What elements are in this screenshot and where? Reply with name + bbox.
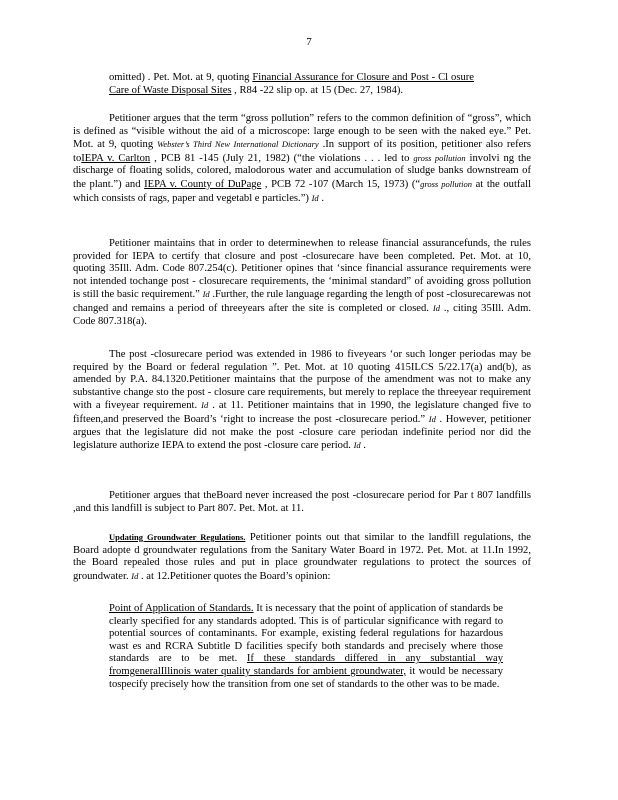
case-citation: Financial Assurance for Closure and Post - Cl osure Care of Waste Disposal Sites — [109, 72, 474, 96]
text: . — [360, 440, 366, 452]
emphasis: gross pollution — [413, 152, 466, 163]
paragraph-gross-pollution — [73, 113, 531, 205]
id-citation: Id — [201, 400, 209, 411]
text: Petitioner argues that the term “gross pollution” refers to the common definition of “gross”, which is defined as “visible without the aid of a microscope: large enough to be seen with the naked eye.” Pet. Mot. at 9, quoting — [73, 113, 531, 151]
text: . However, petitioner argues that the legislature did not make the post -closure care periodan indefinite period nor did the legislature authorize IEPA to extend the post -closure care period. — [73, 413, 531, 452]
text: at the outfall which consists of rags, paper and vegetabl e particles.”) — [73, 178, 532, 204]
text: , R84 -22 slip op. at 15 (Dec. 27, 1984). — [231, 84, 404, 96]
underlined-text: If these standards differed in any substantial way fromgeneralIllinois water quality standards for ambient groundwater, — [109, 653, 503, 677]
id-citation: Id — [428, 413, 436, 424]
text: . — [318, 192, 324, 204]
id-citation: Id — [131, 570, 139, 581]
text: omitted) . Pet. Mot. at 9, quoting — [109, 72, 253, 83]
text: Petitioner argues that theBoard never increased the post -closurecare period for Par t 807 landfills ,and this landfill is subject to Part 807. Pet. Mot. at 11. — [73, 490, 531, 514]
text: , PCB 72 -107 (March 15, 1973) (“ — [261, 178, 421, 190]
emphasis: gross pollution — [420, 178, 472, 189]
id-citation: Id — [432, 302, 440, 313]
paragraph-post-closure-period — [73, 349, 531, 453]
text: . at 11. Petitioner maintains that in 1990, the legislature changed five to fifteen,and preserved the Board’s ‘right to increase the post -closurecare period.” — [73, 400, 532, 425]
id-citation: Id — [353, 440, 361, 451]
dictionary-title: Webster’s Third New International Dictionary — [157, 139, 319, 150]
case-citation: IEPA v. Carlton — [81, 152, 151, 164]
text: , PCB 81 -145 (July 21, 1982) (“the violations . . . led to — [150, 152, 414, 164]
paragraph-part-807 — [73, 490, 531, 515]
text: involvi ng the discharge of floating solids, colored, malodorous water and accumulation of sludge banks downstream of the plant.”) and — [73, 152, 531, 190]
text: Petitioner points out that similar to the landfill regulations, the Board adopte d groundwater regulations from the Sanitary Water Board in 1972. Pet. Mot. at 11.In 1992, the Board repealed those rules and put in place groundwater regulations to protect the sources of groundwater. — [73, 532, 531, 582]
text: The post -closurecare period was extended in 1986 to fiveyears ‘or such longer periodas may be required by the Board or federal regulation ”. Pet. Mot. at 10 quoting 415ILCS 5/22.17(a) and(b), as amended by P.A. 84.1320.Petitioner maintains that the purpose of the amendment was not to make any substantive change sto the post - closure care requirements, but merely to replace the threeyear requirement with a fiveyear requirement. — [73, 349, 531, 412]
text: .Further, the rule language regarding the length of post -closurecarewas not changed and remains a period of threeyears after the site is completed or closed. — [73, 289, 531, 314]
page-number: 7 — [306, 36, 312, 48]
block-quote — [109, 603, 503, 691]
text: Petitioner maintains that in order to determinewhen to release financial assurancefunds, the rules provided for IEPA to certify that closure and post -closurecare have been completed. Pet. Mot. at 10, quoting 35Ill. Adm. Code 807.254(c). Petitioner opines that ‘since financial assurance requirements were not intended tochange post - closurecare requirements, the ‘minimal standard” of avoiding gross pollution is still the basic requirement.” — [73, 238, 531, 301]
paragraph-groundwater — [73, 531, 531, 583]
quote-heading: Point of Application of Standards. — [109, 603, 254, 614]
id-citation: Id — [202, 289, 210, 300]
text: It is necessary that the point of application of standards be clearly specified for any standards adopted. This is of particular significance with regard to potential sources of contaminants. For example, existing federal regulations for hazardous wast es and RCRA Subtitle D facilities specify both standards and precisely where those standards are to be met. — [109, 603, 503, 665]
id-citation: Id — [311, 192, 319, 203]
case-citation: IEPA v. County of DuPage — [144, 178, 262, 190]
text: .In support of its position, petitioner also refers to — [73, 139, 531, 164]
section-heading: Updating Groundwater Regulations. — [109, 532, 246, 542]
paragraph-continuation — [109, 72, 474, 97]
text: . at 12.Petitioner quotes the Board’s opinion: — [138, 570, 331, 582]
paragraph-financial-assurance — [73, 238, 531, 328]
text: it would be necessary tospecify precisely how the transition from one set of standards to the other was to be made. — [109, 665, 503, 690]
text: ., citing 35Ill. Adm. Code 807.318(a). — [73, 302, 531, 327]
